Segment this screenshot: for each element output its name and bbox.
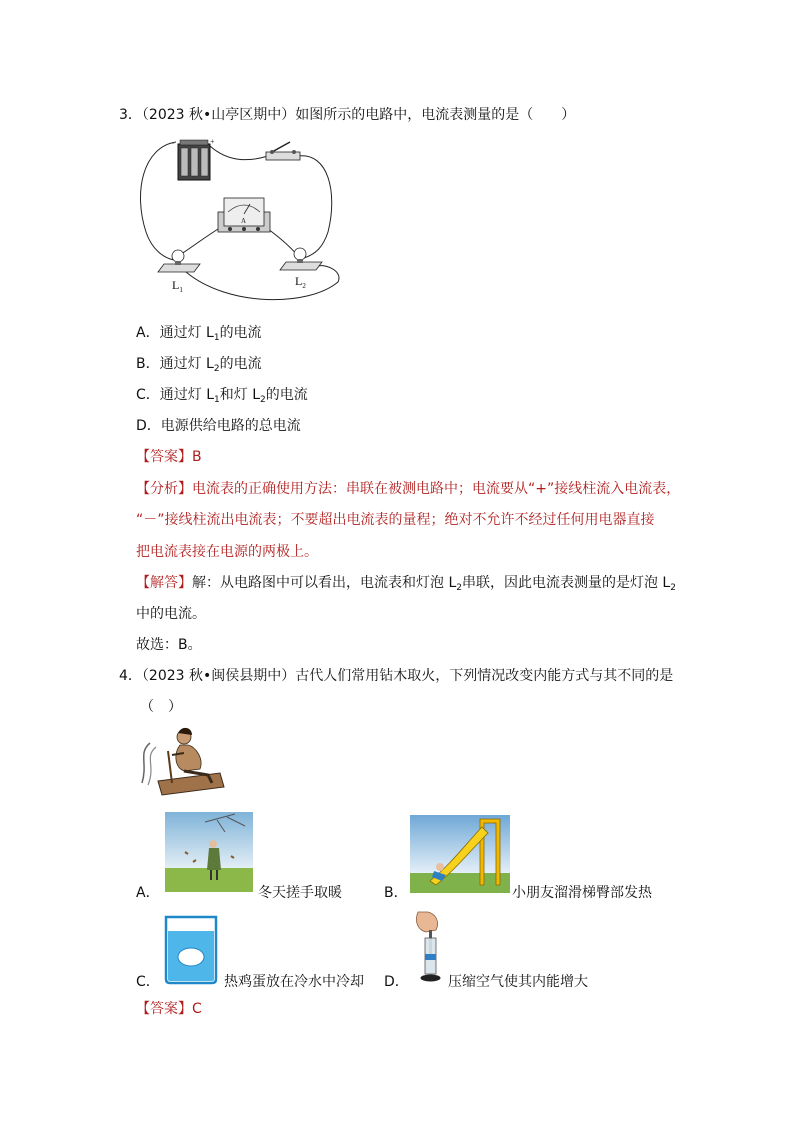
option-a-image <box>165 812 253 892</box>
q3-stem <box>119 104 575 124</box>
q4-option-d-text: 压缩空气使其内能增大 <box>448 974 588 990</box>
option-b-image <box>410 815 510 893</box>
q4-stem <box>119 665 673 685</box>
q3-solution-line1: 【解答】解：从电路图中可以看出，电流表和灯泡 $L_2$串联，因此电流表测量的是灯泡 $L_2$ <box>136 575 676 593</box>
wire <box>268 229 298 256</box>
q3-option-d: D．电源供给电路的总电流 <box>136 418 301 434</box>
q4-answer <box>136 998 202 1018</box>
q3-analysis-line3: 把电流表接在电源的两极上。 <box>136 544 318 560</box>
answer-value: B <box>192 449 202 465</box>
wire <box>186 266 339 300</box>
q3-choose: 故选：B。 <box>136 637 202 653</box>
q3-solution-line2: 中的电流。 <box>136 606 206 622</box>
q4-option-c-text: 热鸡蛋放在冷水中冷却 <box>224 974 364 990</box>
switch-icon <box>266 142 300 160</box>
q3-question: 如图所示的电路中，电流表测量的是（ ） <box>295 107 576 123</box>
q3-number: 3． <box>119 107 142 123</box>
q4-option-a-text: 冬天搓手取暖 <box>258 885 342 901</box>
q3-source: （2023 秋•山亭区期中） <box>141 107 296 123</box>
answer-tag: 【答案】 <box>136 1001 192 1017</box>
q3-option-a: A．通过灯 $L_1$的电流 <box>136 325 262 343</box>
q3-answer <box>136 446 202 466</box>
lamp-l1-icon <box>158 250 200 272</box>
battery-icon <box>170 137 215 180</box>
wire <box>178 229 218 256</box>
q3-option-c: C．通过灯 $L_1$和灯 $L_2$的电流 <box>136 387 308 405</box>
fire-drill-illustration <box>138 723 228 801</box>
q4-paren: （ ） <box>140 699 182 715</box>
q3-analysis-line2: “－”接线柱流出电流表；不要超出电流表的量程；绝对不允许不经过任何用电器直接 <box>136 512 655 528</box>
solution-tag: 【解答】 <box>136 575 192 591</box>
q4-option-b-text: 小朋友溜滑梯臀部发热 <box>512 885 652 901</box>
ammeter-label: A <box>241 217 247 225</box>
answer-value: C <box>192 1001 202 1017</box>
q3-analysis-line1: 【分析】电流表的正确使用方法：串联在被测电路中；电流要从“+”接线柱流入电流表， <box>136 481 681 497</box>
q4-option-d: D． <box>384 974 409 990</box>
q4-option-b: B． <box>384 885 408 901</box>
wire <box>140 142 176 260</box>
lamp-l1-label: $L_1$ <box>172 278 183 294</box>
q4-option-a: A． <box>136 885 160 901</box>
q4-option-c: C． <box>136 974 160 990</box>
wire <box>298 156 332 258</box>
answer-tag: 【答案】 <box>136 449 192 465</box>
option-c-image <box>162 913 220 985</box>
q4-number: 4． <box>119 668 142 684</box>
circuit-diagram <box>138 132 348 302</box>
q4-source: （2023 秋•闽侯县期中） <box>141 668 296 684</box>
svg-text:−: − <box>170 139 175 148</box>
q4-question: 古代人们常用钻木取火，下列情况改变内能方式与其不同的是 <box>295 668 674 684</box>
svg-text:+: + <box>210 137 215 146</box>
ammeter-icon <box>218 198 270 232</box>
lamp-l2-label: $L_2$ <box>295 274 306 290</box>
q3-option-b: B．通过灯 $L_2$的电流 <box>136 356 262 374</box>
egg-icon <box>178 948 204 966</box>
option-d-image <box>410 908 450 986</box>
analysis-tag: 【分析】 <box>136 481 192 497</box>
wire <box>210 146 268 160</box>
